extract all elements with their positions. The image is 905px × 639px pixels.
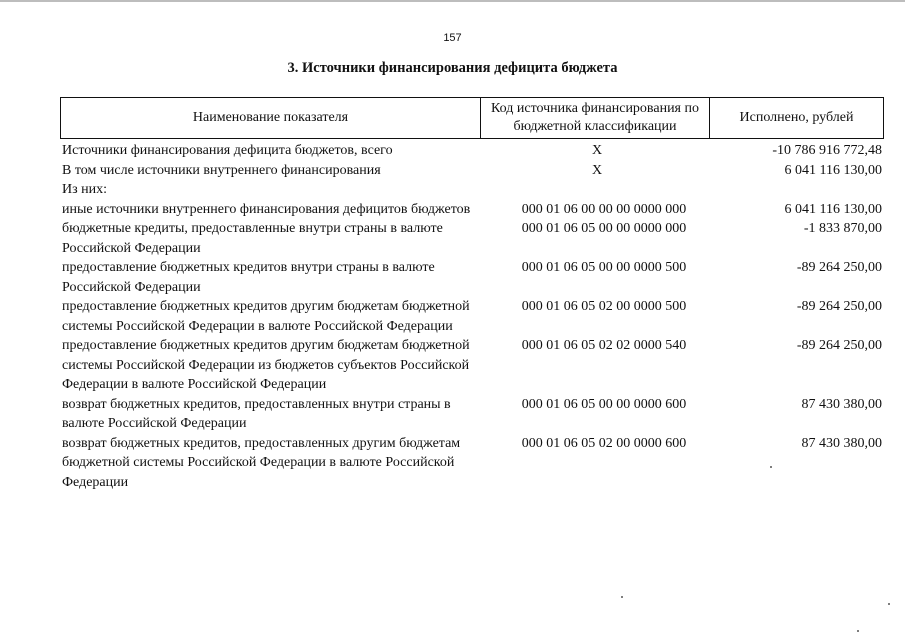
- table-row: [62, 297, 882, 336]
- row-code: X: [591, 143, 603, 158]
- row-code: 000 01 06 05 02 02 0000 540: [521, 338, 687, 353]
- row-name: Из них:: [62, 182, 108, 197]
- table-header: [60, 97, 884, 139]
- table-row: [62, 180, 882, 200]
- row-amount: -89 264 250,00: [796, 260, 882, 275]
- scan-speck: [621, 596, 623, 598]
- row-name: предоставление бюджетных кредитов другим бюджетам бюджетной системы Российской Федерации из бюджетов субъектов Российской Федерации в валюте Российской Федерации: [62, 338, 470, 392]
- row-code: 000 01 06 00 00 00 0000 000: [521, 201, 687, 217]
- row-name: возврат бюджетных кредитов, предоставленных другим бюджетам бюджетной системы Российской Федерации в валюте Российской Федерации: [62, 435, 461, 490]
- row-code: 000 01 06 05 00 00 0000 600: [521, 396, 687, 412]
- scan-speck: [770, 466, 772, 468]
- table-row: [62, 434, 882, 493]
- table-row: [62, 200, 882, 220]
- table-row: [62, 161, 882, 181]
- table-row: [62, 219, 882, 258]
- row-name: иные источники внутреннего финансирования дефицитов бюджетов: [62, 201, 471, 217]
- top-edge-rule: [0, 0, 905, 2]
- row-code: 000 01 06 05 02 00 0000 500: [521, 299, 687, 314]
- row-name: предоставление бюджетных кредитов внутри страны в валюте Российской Федерации: [62, 260, 435, 295]
- row-code: [482, 180, 712, 200]
- row-amount: 6 041 116 130,00: [784, 201, 882, 217]
- table-row: [62, 141, 882, 161]
- table-row: [62, 336, 882, 395]
- row-code: 000 01 06 05 00 00 0000 500: [521, 260, 687, 275]
- row-name: возврат бюджетных кредитов, предоставленных внутри страны в валюте Российской Федерации: [62, 396, 451, 431]
- table-row: [62, 258, 882, 297]
- row-amount: 6 041 116 130,00: [784, 162, 882, 178]
- row-code: X: [591, 162, 603, 178]
- header-amount: Исполнено, рублей: [739, 110, 854, 125]
- row-code: 000 01 06 05 02 00 0000 600: [521, 435, 687, 451]
- row-name: предоставление бюджетных кредитов другим бюджетам бюджетной системы Российской Федерации в валюте Российской Федерации: [62, 299, 470, 334]
- table-body: [62, 141, 882, 492]
- table-row: [62, 395, 882, 434]
- row-amount: 87 430 380,00: [801, 396, 882, 412]
- row-name: Источники финансирования дефицита бюджетов, всего: [62, 143, 393, 158]
- row-amount: -10 786 916 772,48: [772, 143, 882, 158]
- row-name: В том числе источники внутреннего финансирования: [62, 162, 381, 178]
- row-amount: 87 430 380,00: [801, 435, 882, 451]
- row-amount: -1 833 870,00: [803, 221, 882, 236]
- row-amount: -89 264 250,00: [796, 299, 882, 314]
- scan-speck: [857, 630, 859, 632]
- row-amount: -89 264 250,00: [796, 338, 882, 353]
- row-name: бюджетные кредиты, предоставленные внутри страны в валюте Российской Федерации: [62, 221, 443, 256]
- page-number: 157: [443, 32, 462, 44]
- section-title: 3. Источники финансирования дефицита бюджета: [287, 60, 618, 76]
- header-code: Код источника финансирования по бюджетной классификации: [480, 98, 710, 138]
- header-name: Наименование показателя: [192, 110, 349, 125]
- row-code: 000 01 06 05 00 00 0000 000: [521, 221, 687, 236]
- row-amount: [712, 180, 882, 200]
- scan-speck: [888, 603, 890, 605]
